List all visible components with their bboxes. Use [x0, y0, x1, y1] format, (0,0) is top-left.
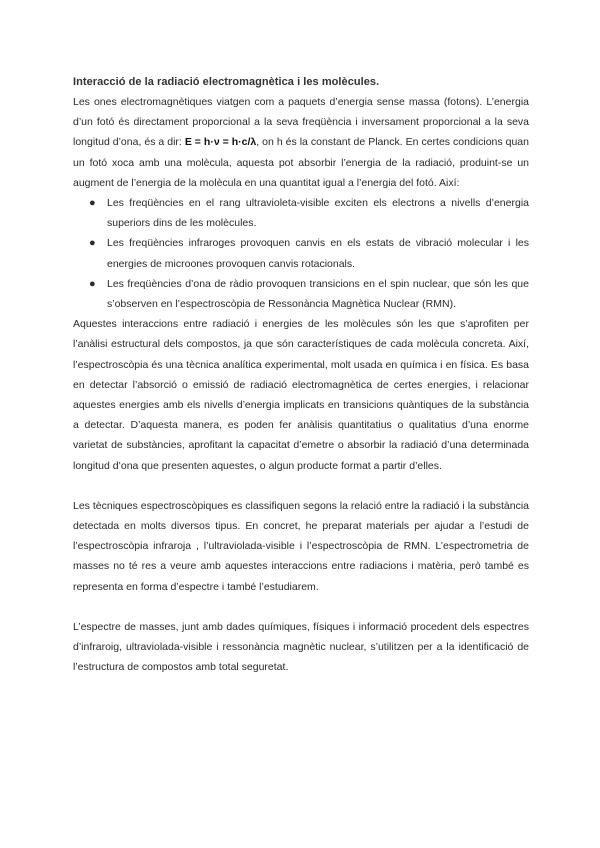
document-page	[73, 72, 529, 677]
list-item	[89, 233, 529, 273]
bullet-icon: ●	[89, 197, 96, 210]
list-item-text: Les freqüències en el rang ultravioleta-visible exciten els electrons a nivells d’energia superiors dins de les molècules.	[107, 197, 529, 230]
bullet-icon: ●	[89, 277, 96, 290]
spectroscopy-paragraph: Aquestes interaccions entre radiació i energies de les molècules són les que s’aprofiten per l’anàlisi estructural dels compostos, ja que són característiques de cada molècula concreta. Així, l’espectroscòpia és una tècnica analítica experimental, molt usada en química i en física. Es basa en detectar l’absorció o emissió de radiació electromagnètica de certes energies, i relacionar aquestes energies amb els nivells d’energia implicats en transicions quàntiques de la substància a detectar. D’aquesta manera, es poden fer anàlisis quantitatius o qualitatius d’una enorme varietat de substàncies, aprofitant la capacitat d’emetre o absorbir la radiació d’una determinada longitud d’ona que presenten aquestes, o algun producte format a partir d’elles.	[73, 318, 529, 472]
list-item	[89, 193, 529, 233]
techniques-paragraph: Les tècniques espectroscòpiques es classifiquen segons la relació entre la radiació i la substància detectada en molts diversos tipus. En concret, he preparat materials per ajudar a l’estudi de l’espectroscòpia infraroja , l’ultraviolada-visible i l’espectroscòpia de RMN. L’espectrometria de masses no té res a veure amb aquestes interaccions entre radiacions i matèria, però també es representa en forma d’espectre i també l’estudiarem.	[73, 499, 529, 593]
list-item-text: Les freqüències infraroges provoquen canvis en els estats de vibració molecular i les energies de microones provoquen canvis rotacionals.	[107, 237, 529, 270]
intro-paragraph	[73, 92, 529, 193]
list-item	[89, 274, 529, 314]
intro-text-start: Les ones electromagnètiques viatgen com a paquets d’energia sense massa (fotons). L’energia d’un fotó és directament proporcional a la seva freqüència i inversament proporcional a la seva longitud d’ona, és a dir:	[73, 96, 529, 149]
bullet-icon: ●	[89, 237, 96, 250]
frequency-effects-list	[73, 193, 529, 314]
energy-formula: E = h·ν = h·c/λ	[184, 136, 257, 149]
paragraph-spacer	[73, 597, 529, 617]
mass-spectrum-paragraph: L’espectre de masses, junt amb dades químiques, físiques i informació procedent dels espectres d’infraroig, ultraviolada-visible i ressonància magnètic nuclear, s’utilitzen per a la identificació de l’estructura de compostos amb total seguretat.	[73, 620, 529, 674]
paragraph-spacer	[73, 476, 529, 496]
intro-text-end: , on h és la constant de Planck. En certes condicions quan un fotó xoca amb una molècula, aquesta pot absorbir l’energia de la radiació, produint-se un augment de l’energia de la molècula en una quantitat igual a l’energia del fotó. Així:	[73, 136, 529, 189]
list-item-text: Les freqüències d’ona de ràdio provoquen transicions en el spin nuclear, que són les que s’observen en l’espectroscòpia de Ressonància Magnètica Nuclear (RMN).	[107, 277, 529, 311]
section-title: Interacció de la radiació electromagnètica i les molècules.	[73, 76, 380, 88]
